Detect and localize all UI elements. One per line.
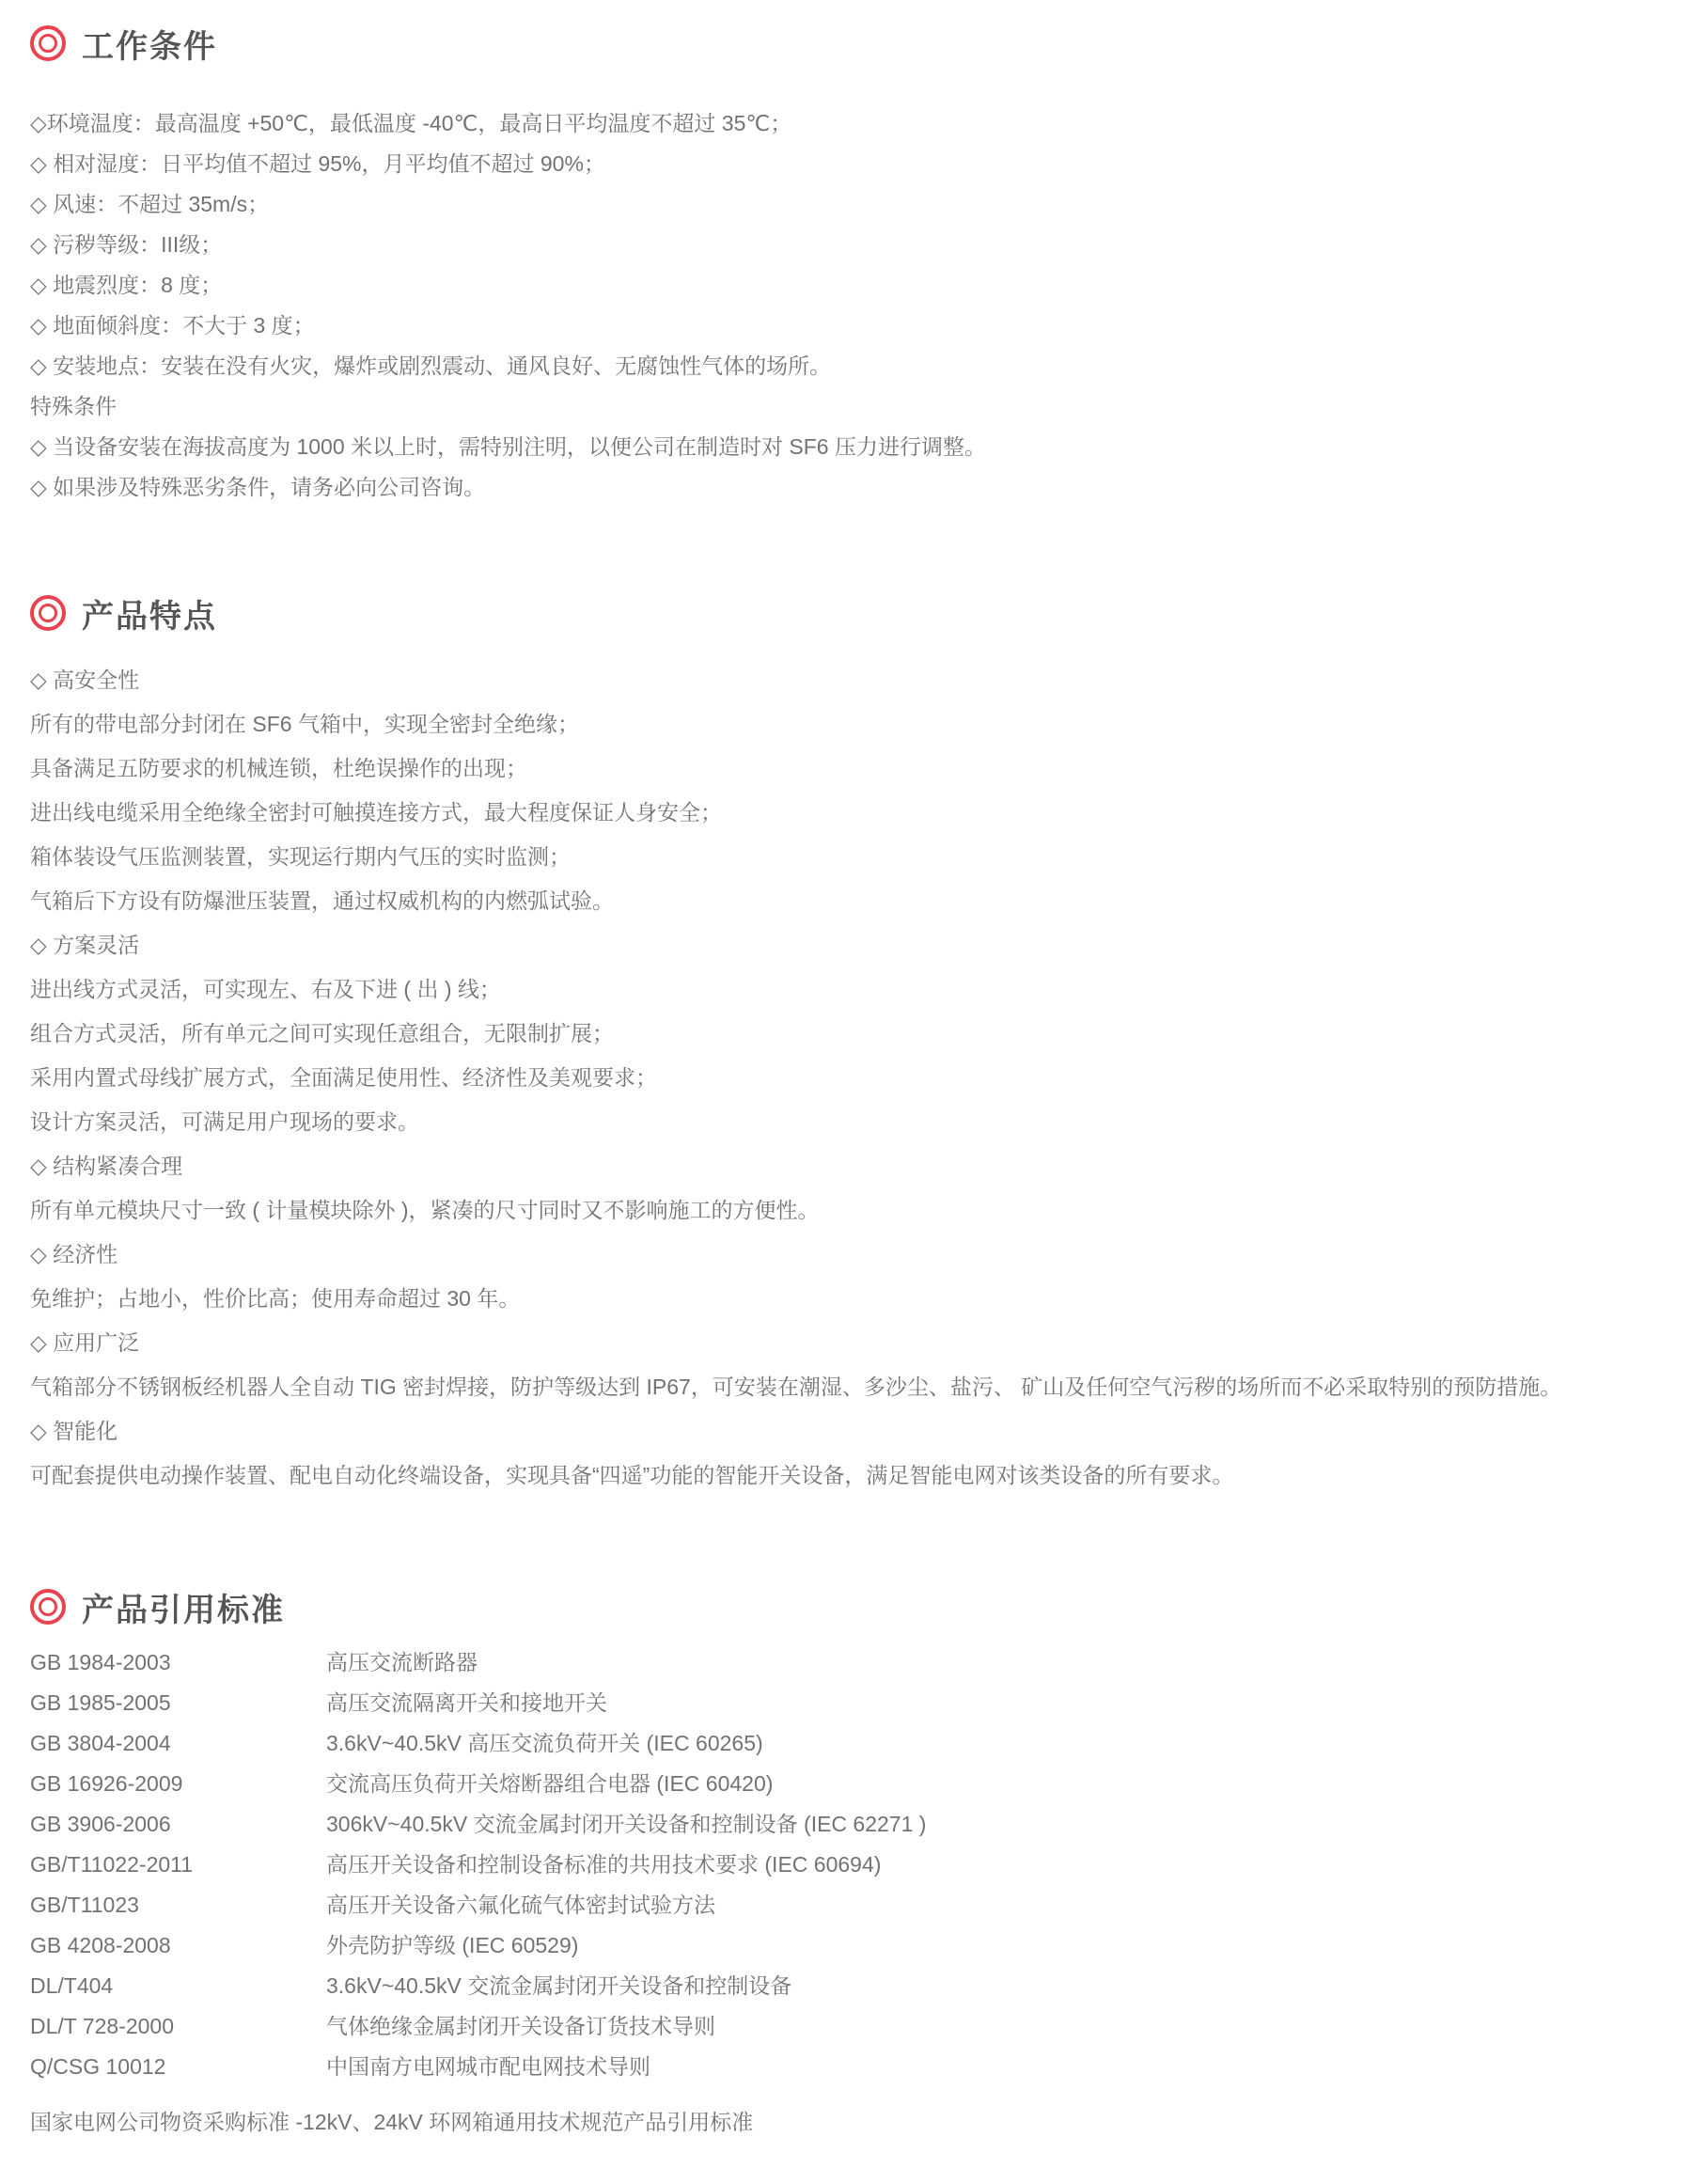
standard-row	[30, 1804, 1654, 1845]
standard-code: GB/T11022-2011	[30, 1852, 194, 1877]
standard-code: GB/T11023	[30, 1893, 139, 1917]
section-reference-standards	[30, 1584, 1654, 2143]
double-circle-icon	[30, 595, 66, 631]
feature-line: ◇ 结构紧凑合理	[30, 1154, 183, 1178]
standard-row	[30, 1845, 1654, 1885]
feature-line: ◇ 应用广泛	[30, 1330, 140, 1355]
condition-line: ◇ 地震烈度：8 度；	[30, 273, 223, 297]
feature-line: 进出线电缆采用全绝缘全密封可触摸连接方式，最大程度保证人身安全；	[30, 800, 722, 825]
standard-code: DL/T404	[30, 1973, 114, 1998]
feature-line: 气箱部分不锈钢板经机器人全自动 TIG 密封焊接，防护等级达到 IP67，可安装在潮湿、多沙尘、盐污、 矿山及任何空气污秽的场所而不必采取特别的预防措施。	[30, 1375, 1562, 1399]
condition-line: ◇ 污秽等级：III级；	[30, 232, 223, 257]
standard-description: 306kV~40.5kV 交流金属封闭开关设备和控制设备 (IEC 62271 )	[326, 1812, 927, 1836]
feature-line: ◇ 智能化	[30, 1419, 118, 1443]
standard-row	[30, 1683, 1654, 1723]
standard-code: GB 4208-2008	[30, 1933, 171, 1957]
feature-line: 组合方式灵活，所有单元之间可实现任意组合，无限制扩展；	[30, 1021, 614, 1045]
standard-row	[30, 1966, 1654, 2006]
standard-description: 气体绝缘金属封闭开关设备订货技术导则	[326, 2014, 715, 2038]
feature-line: 采用内置式母线扩展方式，全面满足使用性、经济性及美观要求；	[30, 1065, 657, 1090]
standard-description: 高压交流断路器	[326, 1650, 478, 1674]
standard-row	[30, 1642, 1654, 1683]
feature-line: 免维护；占地小，性价比高；使用寿命超过 30 年。	[30, 1286, 521, 1311]
standard-code: GB 1984-2003	[30, 1650, 171, 1674]
feature-line: ◇ 经济性	[30, 1242, 118, 1266]
standard-code: GB 3804-2004	[30, 1731, 171, 1755]
feature-line: 可配套提供电动操作装置、配电自动化终端设备，实现具备“四遥”功能的智能开关设备，满足智能电网对该类设备的所有要求。	[30, 1463, 1234, 1487]
condition-line: ◇ 如果涉及特殊恶劣条件，请务必向公司咨询。	[30, 475, 486, 499]
double-circle-icon	[30, 25, 66, 61]
feature-line: ◇ 高安全性	[30, 668, 140, 692]
standard-description: 外壳防护等级 (IEC 60529)	[326, 1933, 579, 1957]
standard-row	[30, 1764, 1654, 1804]
standard-code: DL/T 728-2000	[30, 2014, 175, 2038]
standard-description: 高压开关设备六氟化硫气体密封试验方法	[326, 1893, 715, 1917]
section-header	[30, 21, 1654, 66]
condition-line: ◇ 相对湿度：日平均值不超过 95%，月平均值不超过 90%；	[30, 151, 605, 176]
feature-line: 进出线方式灵活，可实现左、右及下进 ( 出 ) 线；	[30, 977, 501, 1001]
standard-description: 3.6kV~40.5kV 交流金属封闭开关设备和控制设备	[326, 1973, 792, 1998]
standard-description: 高压交流隔离开关和接地开关	[326, 1690, 607, 1715]
feature-line: 所有单元模块尺寸一致 ( 计量模块除外 )，紧凑的尺寸同时又不影响施工的方便性。	[30, 1198, 820, 1222]
standard-row	[30, 1925, 1654, 1966]
feature-line: 所有的带电部分封闭在 SF6 气箱中，实现全密封全绝缘；	[30, 712, 579, 736]
standard-code: GB 3906-2006	[30, 1812, 171, 1836]
double-circle-icon-inner	[39, 604, 57, 622]
working-conditions-list	[30, 103, 1654, 508]
section-title-working-conditions: 工作条件	[82, 28, 217, 65]
standard-code: GB 1985-2005	[30, 1690, 171, 1715]
standard-description: 中国南方电网城市配电网技术导则	[326, 2054, 650, 2079]
double-circle-icon-inner	[39, 1597, 57, 1616]
feature-line: 气箱后下方设有防爆泄压装置，通过权威机构的内燃弧试验。	[30, 888, 614, 913]
product-features-list	[30, 658, 1654, 1498]
standard-code: GB 16926-2009	[30, 1771, 183, 1796]
feature-line: 箱体装设气压监测装置，实现运行期内气压的实时监测；	[30, 844, 571, 869]
section-header	[30, 590, 1654, 636]
condition-line: ◇环境温度：最高温度 +50℃，最低温度 -40℃，最高日平均温度不超过 35℃；	[30, 111, 792, 135]
standards-table	[30, 1642, 1654, 2087]
standard-code: Q/CSG 10012	[30, 2054, 166, 2079]
condition-line: 特殊条件	[30, 394, 117, 418]
standard-description: 高压开关设备和控制设备标准的共用技术要求 (IEC 60694)	[326, 1852, 882, 1877]
section-product-features	[30, 590, 1654, 1498]
standard-row	[30, 2047, 1654, 2087]
double-circle-icon	[30, 1589, 66, 1625]
section-header	[30, 1584, 1654, 1629]
standard-row	[30, 1885, 1654, 1925]
standard-description: 交流高压负荷开关熔断器组合电器 (IEC 60420)	[326, 1771, 774, 1796]
standard-row	[30, 2006, 1654, 2047]
standards-footer-note: 国家电网公司物资采购标准 -12kV、24kV 环网箱通用技术规范产品引用标准	[30, 2110, 754, 2134]
double-circle-icon-inner	[39, 34, 57, 53]
section-working-conditions	[30, 21, 1654, 508]
section-title-product-features: 产品特点	[82, 598, 217, 635]
standard-description: 3.6kV~40.5kV 高压交流负荷开关 (IEC 60265)	[326, 1731, 763, 1755]
feature-line: ◇ 方案灵活	[30, 933, 140, 957]
standard-row	[30, 1723, 1654, 1764]
condition-line: ◇ 地面倾斜度：不大于 3 度；	[30, 313, 315, 338]
condition-line: ◇ 风速：不超过 35m/s；	[30, 192, 270, 216]
section-title-reference-standards: 产品引用标准	[82, 1592, 285, 1628]
condition-line: ◇ 安装地点：安装在没有火灾，爆炸或剧烈震动、通风良好、无腐蚀性气体的场所。	[30, 354, 832, 378]
feature-line: 具备满足五防要求的机械连锁，杜绝误操作的出现；	[30, 756, 527, 780]
feature-line: 设计方案灵活，可满足用户现场的要求。	[30, 1109, 419, 1134]
condition-line: ◇ 当设备安装在海拔高度为 1000 米以上时，需特别注明，以便公司在制造时对 SF6 压力进行调整。	[30, 434, 986, 459]
